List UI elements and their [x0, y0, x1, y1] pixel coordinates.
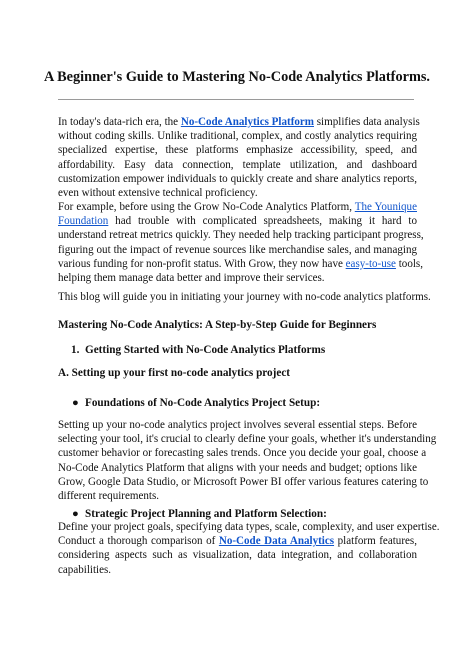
paragraph-line: This blog will guide you in initiating your journey with no-code analytics platforms.: [58, 291, 431, 303]
bullet-heading: [72, 396, 320, 410]
section-heading: Mastering No-Code Analytics: A Step-by-Step Guide for Beginners: [58, 319, 377, 331]
paragraph-line: [58, 115, 420, 129]
paragraph-line: Grow, Google Data Studio, or Microsoft Power BI offer various features catering to: [58, 475, 429, 488]
setup-paragraph: [58, 418, 437, 503]
text-span: various funding for non-profit status. With Grow, they now have: [58, 257, 346, 270]
paragraph-line: affordability. Easy data connection, template utilization, and dashboard: [58, 158, 417, 171]
text-span: tools,: [395, 257, 423, 270]
easy-to-use-link[interactable]: easy-to-use: [345, 257, 396, 270]
intro-paragraph: [58, 115, 420, 200]
paragraph-line: selecting your tool, it's crucial to clearly define your goals, whether it's understanding: [58, 433, 437, 446]
paragraph-line: different requirements.: [58, 489, 160, 502]
planning-paragraph: [58, 520, 440, 577]
list-number: 1.: [71, 344, 80, 356]
text-span: platform features,: [334, 535, 417, 548]
paragraph-line: [58, 214, 417, 228]
subsection-heading: A. Setting up your first no-code analytics project: [58, 367, 291, 379]
example-paragraph: [58, 200, 424, 285]
text-span: For example, before using the Grow No-Code Analytics Platform,: [58, 201, 355, 213]
bullet-heading-text: Foundations of No-Code Analytics Project Setup:: [85, 397, 321, 409]
no-code-analytics-platform-link[interactable]: No-Code Analytics Platform: [180, 116, 314, 128]
paragraph-line: without coding skills. Unlike traditional, complex, and costly analytics requiring: [58, 130, 417, 143]
text-span: Conduct a thorough comparison of: [58, 535, 219, 548]
paragraph-line: No-Code Analytics Platform that aligns with your needs and budget; options like: [58, 461, 417, 474]
paragraph-line: helping them manage data better and improve their services.: [58, 271, 325, 284]
paragraph-line: understand retreat metrics quickly. They needed help tracking participant progress,: [58, 229, 424, 242]
paragraph-line: capabilities.: [58, 563, 112, 576]
text-span: In today's data-rich era, the: [58, 116, 181, 128]
text-span: simplifies data analysis: [314, 116, 420, 128]
bullet-heading-text: Strategic Project Planning and Platform Selection:: [85, 508, 327, 520]
paragraph-line: customer behavior or forecasting sales trends. Once you decide your goal, choose a: [58, 447, 427, 460]
paragraph-line: customization empower individuals to quickly create and share analytics reports,: [58, 172, 417, 185]
paragraph-line: [58, 200, 417, 214]
bullet-icon: ●: [72, 508, 79, 520]
paragraph-line: [58, 534, 417, 548]
paragraph-line: Setting up your no-code analytics project involves several essential steps. Before: [58, 419, 417, 431]
title-divider: [58, 99, 414, 100]
younique-foundation-link[interactable]: The Younique: [354, 201, 417, 213]
younique-foundation-link-cont[interactable]: Foundation: [58, 215, 109, 228]
paragraph-line: figuring out the impact of revenue sources like merchandise sales, and managing: [58, 243, 417, 256]
page-title: A Beginner's Guide to Mastering No-Code Analytics Platforms.: [44, 69, 430, 85]
bullet-icon: ●: [72, 397, 79, 409]
paragraph-line: specialized expertise, these platforms emphasize accessibility, speed, and: [58, 144, 417, 157]
paragraph-line: [58, 257, 423, 271]
bullet-heading: [72, 507, 327, 521]
guide-intro-paragraph: [58, 290, 431, 304]
numbered-heading-text: Getting Started with No-Code Analytics Platforms: [85, 344, 326, 356]
paragraph-line: Define your project goals, specifying data types, scale, complexity, and user expertise.: [58, 521, 440, 533]
no-code-data-analytics-link[interactable]: No-Code Data Analytics: [218, 535, 335, 548]
numbered-heading: [71, 343, 325, 357]
paragraph-line: considering aspects such as visualization, data integration, and collaboration: [58, 549, 417, 562]
text-span: had trouble with complicated spreadsheets, making it hard to: [108, 215, 417, 228]
paragraph-line: even without extensive technical proficiency.: [58, 186, 258, 199]
